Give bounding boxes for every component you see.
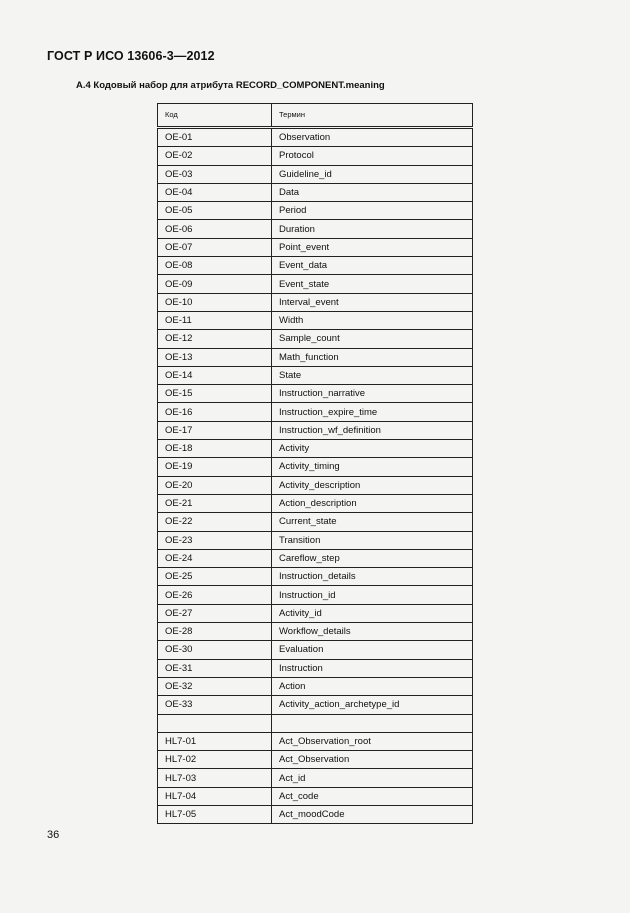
table-row bbox=[158, 714, 473, 732]
cell-term: Instruction_wf_definition bbox=[272, 421, 473, 439]
table-row bbox=[158, 677, 473, 695]
section-title: А.4 Кодовый набор для атрибута RECORD_COMPONENT.meaning bbox=[76, 80, 385, 91]
table-row bbox=[158, 732, 473, 750]
cell-term: Instruction bbox=[272, 659, 473, 677]
table-row bbox=[158, 311, 473, 329]
cell-term: Current_state bbox=[272, 513, 473, 531]
cell-term: Point_event bbox=[272, 238, 473, 256]
table-row bbox=[158, 183, 473, 201]
table-row bbox=[158, 623, 473, 641]
cell-code: OE-07 bbox=[158, 238, 272, 256]
cell-code: OE-31 bbox=[158, 659, 272, 677]
table-row bbox=[158, 531, 473, 549]
cell-code: OE-08 bbox=[158, 257, 272, 275]
cell-term: Act_id bbox=[272, 769, 473, 787]
cell-term: Action_description bbox=[272, 494, 473, 512]
cell-term: Transition bbox=[272, 531, 473, 549]
table-row bbox=[158, 330, 473, 348]
table-row bbox=[158, 293, 473, 311]
cell-term: Data bbox=[272, 183, 473, 201]
table-row bbox=[158, 257, 473, 275]
cell-code: OE-02 bbox=[158, 147, 272, 165]
cell-code: OE-12 bbox=[158, 330, 272, 348]
table-row bbox=[158, 275, 473, 293]
cell-code: OE-04 bbox=[158, 183, 272, 201]
table-row bbox=[158, 641, 473, 659]
table-body bbox=[158, 128, 473, 824]
table-row bbox=[158, 440, 473, 458]
cell-code: OE-25 bbox=[158, 568, 272, 586]
cell-term: Workflow_details bbox=[272, 623, 473, 641]
table-row bbox=[158, 147, 473, 165]
table-row bbox=[158, 769, 473, 787]
cell-term: Act_moodCode bbox=[272, 805, 473, 823]
cell-term: Instruction_narrative bbox=[272, 385, 473, 403]
cell-term: Careflow_step bbox=[272, 549, 473, 567]
cell-term: Activity_id bbox=[272, 604, 473, 622]
cell-code: OE-16 bbox=[158, 403, 272, 421]
cell-term: Activity bbox=[272, 440, 473, 458]
cell-term: Width bbox=[272, 311, 473, 329]
cell-code: OE-24 bbox=[158, 549, 272, 567]
table-row bbox=[158, 549, 473, 567]
cell-term: Event_data bbox=[272, 257, 473, 275]
cell-term: Act_code bbox=[272, 787, 473, 805]
cell-code bbox=[158, 714, 272, 732]
cell-code: OE-32 bbox=[158, 677, 272, 695]
table-row bbox=[158, 476, 473, 494]
table-row bbox=[158, 494, 473, 512]
table-row bbox=[158, 787, 473, 805]
document-header: ГОСТ Р ИСО 13606-3—2012 bbox=[47, 49, 215, 63]
cell-term: Guideline_id bbox=[272, 165, 473, 183]
cell-code: OE-19 bbox=[158, 458, 272, 476]
cell-term: State bbox=[272, 366, 473, 384]
table-row bbox=[158, 421, 473, 439]
cell-term: Activity_timing bbox=[272, 458, 473, 476]
table-header-row bbox=[158, 104, 473, 128]
cell-code: OE-05 bbox=[158, 202, 272, 220]
cell-term: Act_Observation bbox=[272, 751, 473, 769]
cell-code: OE-15 bbox=[158, 385, 272, 403]
cell-code: OE-23 bbox=[158, 531, 272, 549]
cell-term: Action bbox=[272, 677, 473, 695]
cell-code: OE-17 bbox=[158, 421, 272, 439]
table-row bbox=[158, 586, 473, 604]
table-row bbox=[158, 659, 473, 677]
table-row bbox=[158, 165, 473, 183]
code-table bbox=[157, 103, 473, 824]
table-row bbox=[158, 568, 473, 586]
cell-code: HL7-05 bbox=[158, 805, 272, 823]
column-header-term: Термин bbox=[272, 104, 473, 128]
cell-code: OE-09 bbox=[158, 275, 272, 293]
cell-code: OE-01 bbox=[158, 128, 272, 147]
cell-term: Instruction_expire_time bbox=[272, 403, 473, 421]
cell-code: OE-20 bbox=[158, 476, 272, 494]
cell-term: Period bbox=[272, 202, 473, 220]
cell-code: OE-21 bbox=[158, 494, 272, 512]
cell-term bbox=[272, 714, 473, 732]
cell-term: Evaluation bbox=[272, 641, 473, 659]
cell-term: Interval_event bbox=[272, 293, 473, 311]
cell-code: OE-30 bbox=[158, 641, 272, 659]
table-row bbox=[158, 238, 473, 256]
cell-term: Duration bbox=[272, 220, 473, 238]
page-number: 36 bbox=[47, 829, 60, 841]
cell-code: HL7-03 bbox=[158, 769, 272, 787]
cell-code: OE-27 bbox=[158, 604, 272, 622]
cell-code: OE-11 bbox=[158, 311, 272, 329]
table-row bbox=[158, 751, 473, 769]
cell-code: OE-28 bbox=[158, 623, 272, 641]
table-row bbox=[158, 403, 473, 421]
table-row bbox=[158, 696, 473, 714]
cell-code: OE-14 bbox=[158, 366, 272, 384]
cell-code: OE-33 bbox=[158, 696, 272, 714]
cell-term: Sample_count bbox=[272, 330, 473, 348]
cell-code: HL7-01 bbox=[158, 732, 272, 750]
cell-code: HL7-04 bbox=[158, 787, 272, 805]
cell-code: HL7-02 bbox=[158, 751, 272, 769]
cell-code: OE-03 bbox=[158, 165, 272, 183]
cell-code: OE-10 bbox=[158, 293, 272, 311]
table-row bbox=[158, 805, 473, 823]
table-row bbox=[158, 220, 473, 238]
cell-term: Activity_action_archetype_id bbox=[272, 696, 473, 714]
cell-term: Protocol bbox=[272, 147, 473, 165]
cell-term: Instruction_details bbox=[272, 568, 473, 586]
table-row bbox=[158, 202, 473, 220]
cell-code: OE-22 bbox=[158, 513, 272, 531]
cell-term: Act_Observation_root bbox=[272, 732, 473, 750]
cell-code: OE-26 bbox=[158, 586, 272, 604]
cell-term: Activity_description bbox=[272, 476, 473, 494]
cell-term: Instruction_id bbox=[272, 586, 473, 604]
cell-code: OE-18 bbox=[158, 440, 272, 458]
table-row bbox=[158, 604, 473, 622]
table-row bbox=[158, 366, 473, 384]
cell-code: OE-13 bbox=[158, 348, 272, 366]
cell-term: Event_state bbox=[272, 275, 473, 293]
table-row bbox=[158, 513, 473, 531]
column-header-code: Код bbox=[158, 104, 272, 128]
table-row bbox=[158, 348, 473, 366]
table-row bbox=[158, 458, 473, 476]
cell-term: Math_function bbox=[272, 348, 473, 366]
cell-code: OE-06 bbox=[158, 220, 272, 238]
cell-term: Observation bbox=[272, 128, 473, 147]
table-row bbox=[158, 128, 473, 147]
table-row bbox=[158, 385, 473, 403]
